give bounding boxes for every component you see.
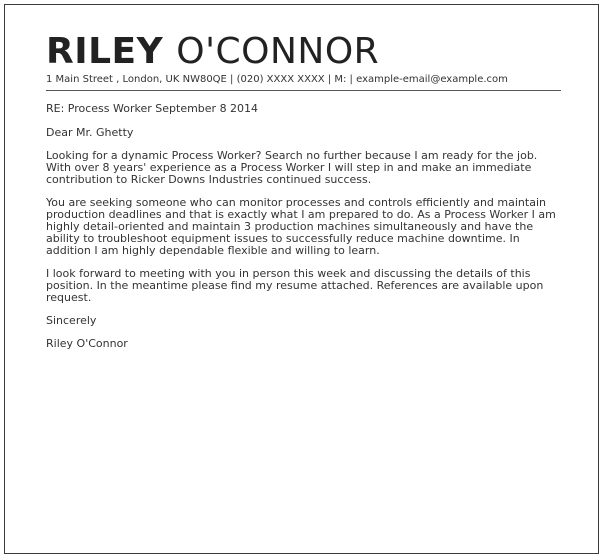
signature-name: Riley O'Connor <box>46 337 128 350</box>
paragraph-closing: I look forward to meeting with you in person this week and discussing the details of this position. In the meantime please find my resume attached. References are available upon request. <box>46 267 544 304</box>
letter-page <box>4 4 599 554</box>
letter-body <box>46 103 561 350</box>
contact-line: 1 Main Street , London, UK NW80QE | (020) XXXX XXXX | M: | example-email@example.com <box>46 73 561 91</box>
subject-line: RE: Process Worker September 8 2014 <box>46 102 259 115</box>
paragraph-intro: Looking for a dynamic Process Worker? Search no further because I am ready for the job. With over 8 years' experience as a Process Worker I will step in and make an immediate contribution to Ricker Downs Industries continued success. <box>46 149 538 186</box>
sender-last-name: O'CONNOR <box>176 31 380 72</box>
closing: Sincerely <box>46 314 97 327</box>
letter-content <box>46 31 561 350</box>
sender-name <box>46 31 561 73</box>
sender-first-name: RILEY <box>46 31 164 72</box>
salutation: Dear Mr. Ghetty <box>46 126 134 139</box>
paragraph-qualifications: You are seeking someone who can monitor processes and controls efficiently and maintain production deadlines and that is exactly what I am prepared to do. As a Process Worker I am highly detail-oriented and maintain 3 production machines simultaneously and have the ability to troubleshoot equipment issues to successfully reduce machine downtime. In addition I am highly dependable flexible and willing to learn. <box>46 196 556 257</box>
